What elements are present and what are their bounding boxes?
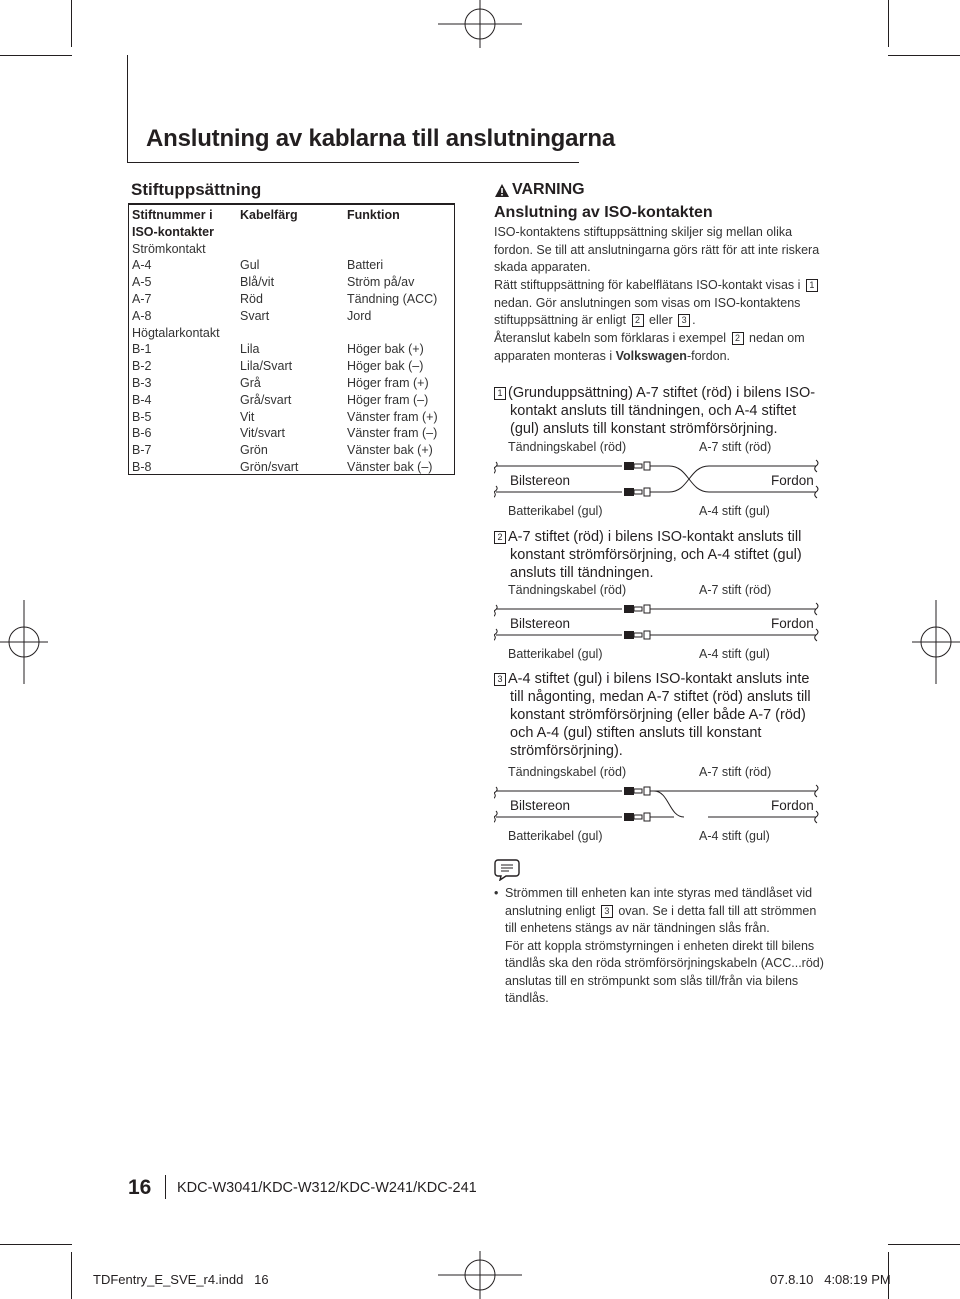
a7-pin-label: A-7 stift (röd) (699, 440, 772, 454)
function-cell: Vänster fram (–) (347, 426, 438, 441)
a7-pin-label: A-7 stift (röd) (699, 765, 772, 779)
warning-icon (494, 183, 510, 198)
pin-cell: A-4 (132, 258, 152, 273)
warning-paragraph-2: Rätt stiftuppsättning för kabelflätans ISO-kontakt visas i 1 nedan. Gör anslutningen som visas om ISO-kontaktens stiftuppsättning är enligt 2 eller 3 . (494, 277, 830, 330)
group-label: Högtalarkontakt (132, 325, 220, 340)
vehicle-label: Fordon (771, 798, 814, 813)
registration-mark-left (0, 600, 48, 684)
function-cell: Batteri (347, 258, 384, 273)
col-pin (132, 207, 238, 476)
pin-cell: B-2 (132, 359, 152, 374)
pin-cell: B-6 (132, 426, 152, 441)
registration-mark-right (912, 600, 960, 684)
crop-mark (71, 0, 72, 47)
warning-subheading: Anslutning av ISO-kontakten (494, 204, 713, 221)
ignition-cable-label: Tändningskabel (röd) (508, 765, 627, 779)
item-number-box: 2 (494, 531, 506, 544)
title-rule-vertical (127, 55, 128, 163)
pin-cell: B-5 (132, 409, 152, 424)
crop-mark (888, 55, 960, 56)
config-item-3: 3 A-4 stiftet (gul) i bilens ISO-kontakt ansluts inte till någonting, medan A-7 stiftet (röd) ansluts till konstant strömförsörjning (eller både A-7 (röd) och A-4 (gul) stiften ansluts till konstant strömförsörjning). (494, 670, 824, 760)
crop-mark (888, 0, 889, 47)
a7-pin-label: A-7 stift (röd) (699, 583, 772, 597)
wiring-diagram-3 (494, 765, 824, 845)
color-cell: Röd (240, 291, 263, 306)
vehicle-label: Fordon (771, 616, 814, 631)
a4-pin-label: A-4 stift (gul) (699, 504, 770, 518)
header-pin: Stiftnummer i ISO-kontakter (132, 208, 214, 239)
function-cell: Tändning (ACC) (347, 291, 438, 306)
pin-cell: B-7 (132, 443, 152, 458)
col-function (347, 207, 438, 476)
config-item-2: 2 A-7 stiftet (röd) i bilens ISO-kontakt ansluts till konstant strömförsörjning, och A-4 stiftet (gul) ansluts till tändningen. (494, 528, 824, 582)
col-color (240, 207, 298, 476)
color-cell: Lila (240, 342, 260, 357)
crop-mark (0, 55, 72, 56)
section-title: Stiftuppsättning (131, 180, 262, 199)
function-cell: Jord (347, 308, 372, 323)
note-text: • Strömmen till enheten kan inte styras med tändlåset vid anslutning enligt 3 ovan. Se i detta fall till att strömmen till enhetens stängs av när tändningen slås från. För att koppla strömstyrningen i enheten direkt till bilens tändlås ska den röda strömförsörjningskabeln (ACC...röd) anslutas till en strömpunkt som slås till/från via bilens tändlås. (494, 886, 824, 1005)
battery-cable-label: Batterikabel (gul) (508, 504, 603, 518)
function-cell: Höger bak (+) (347, 342, 424, 357)
pin-table (128, 203, 455, 475)
pin-cell: A-7 (132, 291, 152, 306)
pin-cell: B-8 (132, 459, 152, 474)
pin-cell: A-8 (132, 308, 152, 323)
note-icon (494, 857, 520, 881)
bullet: • (494, 886, 499, 900)
ref-number-box: 1 (806, 279, 818, 292)
color-cell: Grön (240, 443, 268, 458)
stereo-label: Bilstereon (510, 798, 571, 813)
crop-mark (888, 1244, 960, 1245)
registration-mark-top (438, 0, 522, 48)
print-slug-file: TDFentry_E_SVE_r4.indd 16 (93, 1272, 269, 1287)
crop-mark (71, 1252, 72, 1299)
ref-number-box: 3 (601, 905, 613, 918)
a4-pin-label: A-4 stift (gul) (699, 647, 770, 661)
wiring-diagram-1 (494, 440, 824, 520)
footer-divider (165, 1175, 166, 1199)
function-cell: Vänster bak (+) (347, 443, 433, 458)
group-label: Strömkontakt (132, 241, 206, 256)
a4-pin-label: A-4 stift (gul) (699, 829, 770, 843)
config-item-1: 1 (Grunduppsättning) A-7 stiftet (röd) i bilens ISO- kontakt ansluts till tändningen, och A-4 stiftet (gul) ansluts till konstant strömförsörjning. (494, 384, 824, 438)
ignition-cable-label: Tändningskabel (röd) (508, 583, 627, 597)
warning-heading (494, 181, 585, 199)
warning-heading-text: VARNING (512, 181, 585, 198)
warning-paragraph-3: Återanslut kabeln som förklaras i exempel 2 nedan om apparaten monteras i Volkswagen-fordon. (494, 331, 805, 363)
function-cell: Höger bak (–) (347, 359, 424, 374)
registration-mark-bottom (438, 1251, 522, 1299)
pin-cell: A-5 (132, 275, 152, 290)
pin-cell: B-3 (132, 375, 152, 390)
header-color: Kabelfärg (240, 208, 298, 222)
item-number-box: 3 (494, 673, 506, 686)
function-cell: Höger fram (+) (347, 375, 429, 390)
function-cell: Vänster fram (+) (347, 409, 438, 424)
color-cell: Svart (240, 308, 270, 323)
model-numbers: KDC-W3041/KDC-W312/KDC-W241/KDC-241 (177, 1180, 477, 1196)
crop-mark (0, 1244, 72, 1245)
stereo-label: Bilstereon (510, 616, 571, 631)
ref-number-box: 2 (732, 332, 744, 345)
wiring-diagram-2 (494, 583, 824, 663)
color-cell: Blå/vit (240, 275, 275, 290)
color-cell: Gul (240, 258, 260, 273)
function-cell: Vänster bak (–) (347, 459, 433, 474)
color-cell: Vit (240, 409, 255, 424)
print-slug-date: 07.8.10 4:08:19 PM (770, 1272, 891, 1287)
vehicle-label: Fordon (771, 473, 814, 488)
page-title: Anslutning av kablarna till anslutningarna (146, 125, 616, 152)
header-function: Funktion (347, 208, 400, 222)
color-cell: Vit/svart (240, 426, 285, 441)
ref-number-box: 2 (632, 314, 644, 327)
pin-cell: B-4 (132, 392, 152, 407)
color-cell: Grön/svart (240, 459, 299, 474)
title-rule-horizontal (127, 162, 579, 163)
color-cell: Grå (240, 375, 261, 390)
pin-cell: B-1 (132, 342, 152, 357)
ignition-cable-label: Tändningskabel (röd) (508, 440, 627, 454)
function-cell: Ström på/av (347, 275, 415, 290)
battery-cable-label: Batterikabel (gul) (508, 829, 603, 843)
function-cell: Höger fram (–) (347, 392, 429, 407)
page-number: 16 (128, 1176, 152, 1199)
battery-cable-label: Batterikabel (gul) (508, 647, 603, 661)
warning-paragraph-1: ISO-kontaktens stiftuppsättning skiljer sig mellan olika fordon. Se till att anslutningarna görs rätt för att inte riskera skada apparaten. (494, 225, 820, 275)
item-number-box: 1 (494, 387, 506, 400)
stereo-label: Bilstereon (510, 473, 571, 488)
color-cell: Grå/svart (240, 392, 292, 407)
ref-number-box: 3 (678, 314, 690, 327)
color-cell: Lila/Svart (240, 359, 293, 374)
